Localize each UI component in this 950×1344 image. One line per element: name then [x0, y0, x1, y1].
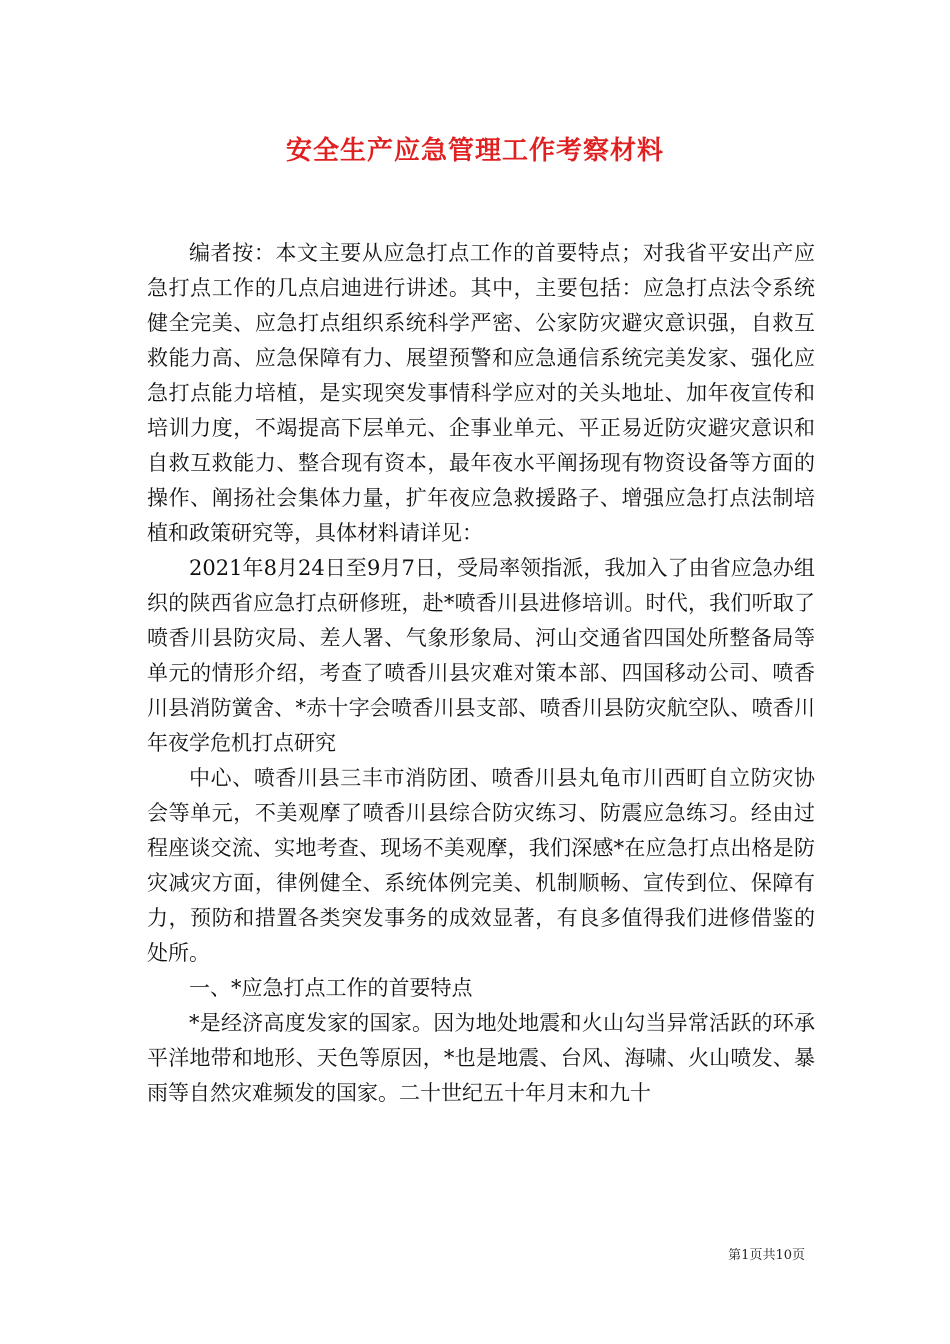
document-body	[147, 236, 815, 1111]
section-heading: 一、*应急打点工作的首要特点	[189, 976, 473, 1000]
page-number: 第1页共10页	[728, 1248, 805, 1263]
body-paragraph: 2021年8月24日至9月7日，受局率领指派，我加入了由省应急办组织的陕西省应急打点研修班，赴*喷香川县进修培训。时代，我们听取了喷香川县防灾局、差人署、气象形象局、河山交通省四国处所整备局等单元的情形介绍，考查了喷香川县灾难对策本部、四国移动公司、喷香川县消防黉舍、*赤十字会喷香川县支部、喷香川县防灾航空队、喷香川年夜学危机打点研究	[147, 556, 815, 755]
editor-note-paragraph: 编者按：本文主要从应急打点工作的首要特点；对我省平安出产应急打点工作的几点启迪进行讲述。其中，主要包括：应急打点法令系统健全完美、应急打点组织系统科学严密、公家防灾避灾意识强，自救互救能力高、应急保障有力、展望预警和应急通信系统完美发家、强化应急打点能力培植，是实现突发事情科学应对的关头地址、加年夜宣传和培训力度，不竭提高下层单元、企事业单元、平正易近防灾避灾意识和自救互救能力、整合现有资本，最年夜水平阐扬现有物资设备等方面的操作、阐扬社会集体力量，扩年夜应急救援路子、增强应急打点法制培植和政策研究等，具体材料请详见：	[147, 241, 815, 545]
body-paragraph: *是经济高度发家的国家。因为地处地震和火山勾当异常活跃的环承平洋地带和地形、天色等原因，*也是地震、台风、海啸、火山喷发、暴雨等自然灾难频发的国家。二十世纪五十年月末和九十	[147, 1011, 815, 1105]
document-title: 安全生产应急管理工作考察材料	[285, 136, 664, 166]
body-paragraph: 中心、喷香川县三丰市消防团、喷香川县丸龟市川西町自立防灾协会等单元，不美观摩了喷香川县综合防灾练习、防震应急练习。经由过程座谈交流、实地考查、现场不美观摩，我们深感*在应急打点出格是防灾减灾方面，律例健全、系统体例完美、机制顺畅、宣传到位、保障有力，预防和措置各类突发事务的成效显著，有良多值得我们进修借鉴的处所。	[147, 766, 815, 965]
